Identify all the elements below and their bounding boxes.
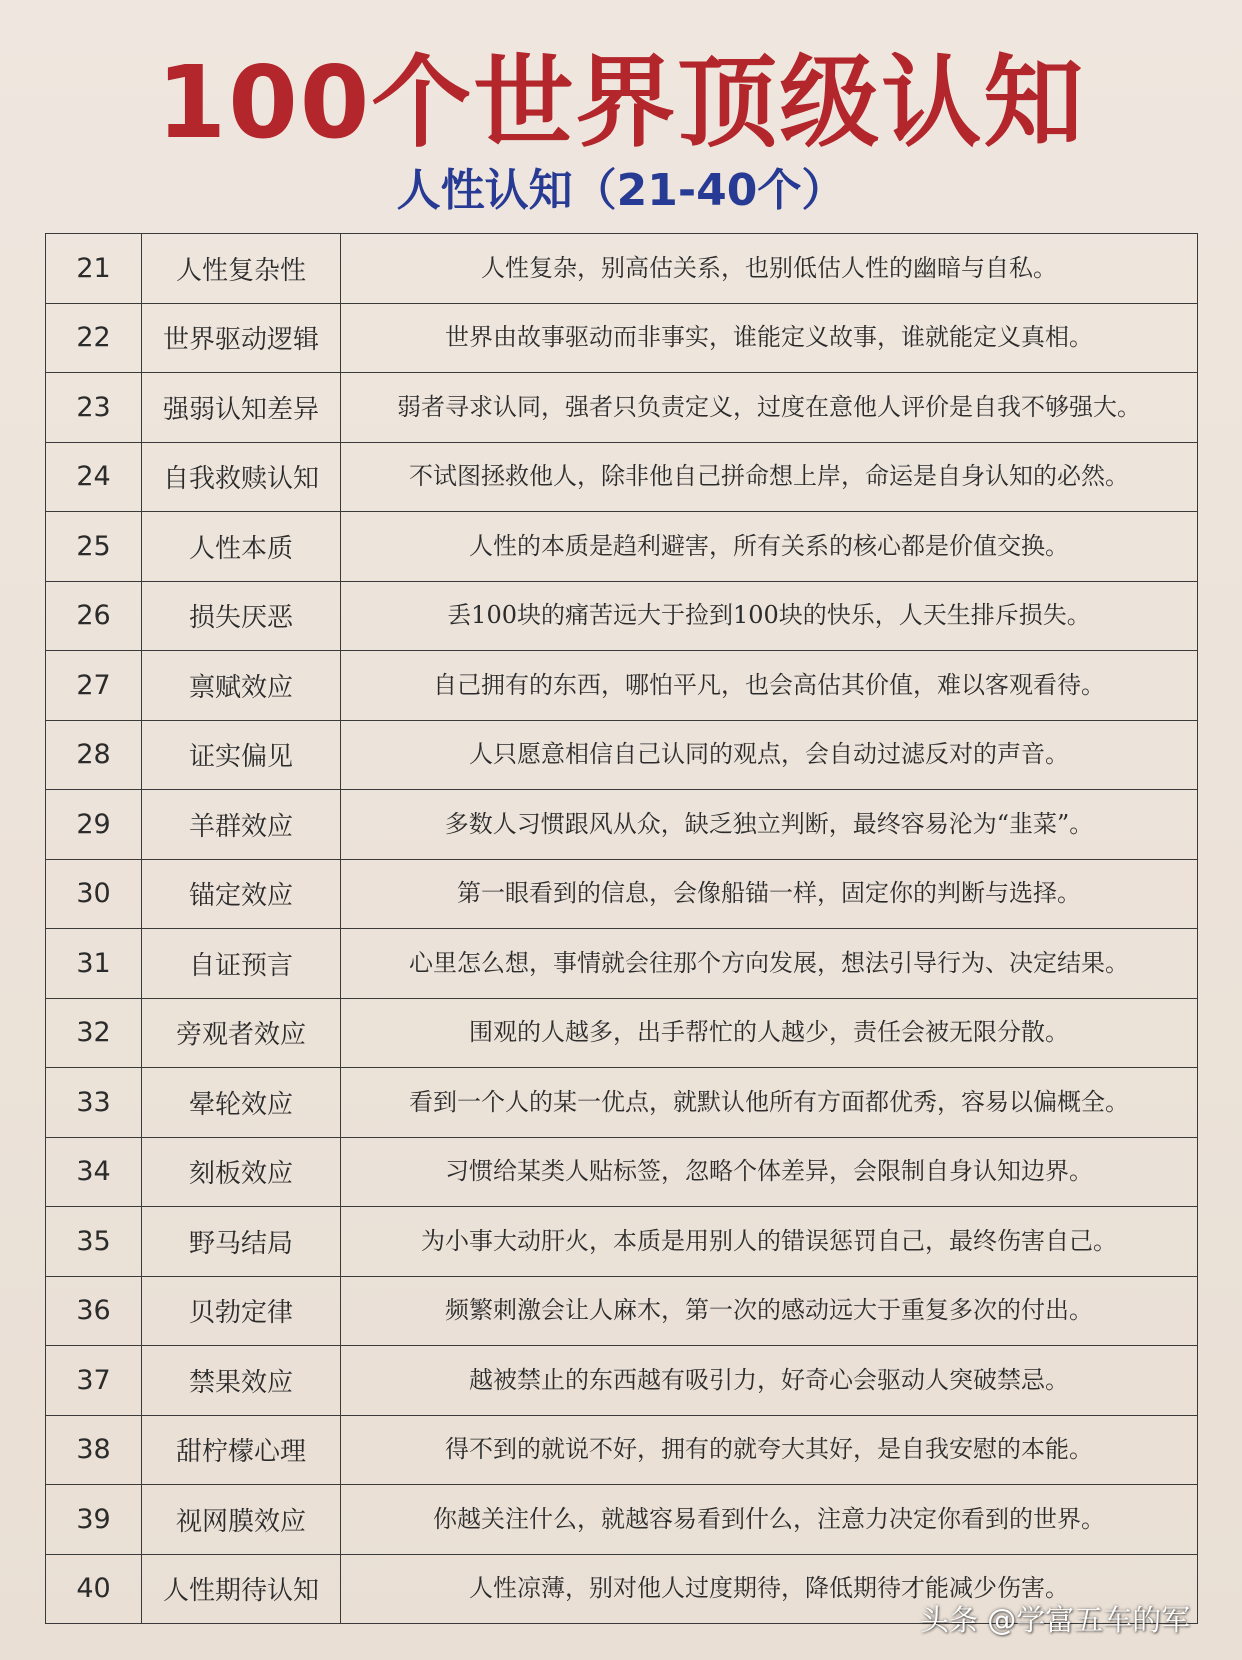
row-description: 越被禁止的东西越有吸引力，好奇心会驱动人突破禁忌。 — [341, 1346, 1198, 1416]
row-number: 30 — [46, 859, 142, 929]
row-description: 多数人习惯跟风从众，缺乏独立判断，最终容易沦为“韭菜”。 — [341, 790, 1198, 860]
table-row — [46, 929, 1198, 999]
table-row — [46, 512, 1198, 582]
page-subtitle: 人性认知（21-40个） — [396, 165, 846, 216]
row-description: 为小事大动肝火，本质是用别人的错误惩罚自己，最终伤害自己。 — [341, 1207, 1198, 1277]
page-title: 100个世界顶级认知 — [156, 44, 1086, 161]
row-description: 第一眼看到的信息，会像船锚一样，固定你的判断与选择。 — [341, 859, 1198, 929]
row-number: 38 — [46, 1415, 142, 1485]
row-number: 33 — [46, 1068, 142, 1138]
row-term: 贝勃定律 — [142, 1276, 341, 1346]
row-number: 40 — [46, 1554, 142, 1624]
cognition-table — [45, 233, 1198, 1624]
row-description: 丢100块的痛苦远大于捡到100块的快乐，人天生排斥损失。 — [341, 581, 1198, 651]
row-number: 32 — [46, 998, 142, 1068]
row-description: 看到一个人的某一优点，就默认他所有方面都优秀，容易以偏概全。 — [341, 1068, 1198, 1138]
table-row — [46, 651, 1198, 721]
row-description: 自己拥有的东西，哪怕平凡，也会高估其价值，难以客观看待。 — [341, 651, 1198, 721]
row-term: 视网膜效应 — [142, 1485, 341, 1555]
row-term: 禁果效应 — [142, 1346, 341, 1416]
table-row — [46, 1346, 1198, 1416]
row-description: 频繁刺激会让人麻木，第一次的感动远大于重复多次的付出。 — [341, 1276, 1198, 1346]
table-row — [46, 581, 1198, 651]
table-row — [46, 1137, 1198, 1207]
row-term: 野马结局 — [142, 1207, 341, 1277]
row-term: 强弱认知差异 — [142, 373, 341, 443]
row-number: 22 — [46, 303, 142, 373]
row-number: 25 — [46, 512, 142, 582]
row-term: 证实偏见 — [142, 720, 341, 790]
table-row — [46, 1068, 1198, 1138]
row-description: 人性的本质是趋利避害，所有关系的核心都是价值交换。 — [341, 512, 1198, 582]
row-description: 人只愿意相信自己认同的观点，会自动过滤反对的声音。 — [341, 720, 1198, 790]
row-description: 世界由故事驱动而非事实，谁能定义故事，谁就能定义真相。 — [341, 303, 1198, 373]
row-term: 刻板效应 — [142, 1137, 341, 1207]
row-description: 不试图拯救他人，除非他自己拼命想上岸，命运是自身认知的必然。 — [341, 442, 1198, 512]
table-row — [46, 1415, 1198, 1485]
row-term: 自证预言 — [142, 929, 341, 999]
row-number: 35 — [46, 1207, 142, 1277]
row-description: 围观的人越多，出手帮忙的人越少，责任会被无限分散。 — [341, 998, 1198, 1068]
row-term: 人性期待认知 — [142, 1554, 341, 1624]
row-description: 人性复杂，别高估关系，也别低估人性的幽暗与自私。 — [341, 234, 1198, 304]
row-number: 37 — [46, 1346, 142, 1416]
row-term: 损失厌恶 — [142, 581, 341, 651]
row-term: 甜柠檬心理 — [142, 1415, 341, 1485]
table-row — [46, 1485, 1198, 1555]
table-row — [46, 234, 1198, 304]
table-row — [46, 373, 1198, 443]
row-number: 26 — [46, 581, 142, 651]
table-row — [46, 720, 1198, 790]
row-description: 人性凉薄，别对他人过度期待，降低期待才能减少伤害。 — [341, 1554, 1198, 1624]
row-term: 自我救赎认知 — [142, 442, 341, 512]
table-row — [46, 859, 1198, 929]
row-number: 29 — [46, 790, 142, 860]
row-number: 39 — [46, 1485, 142, 1555]
table-row — [46, 1276, 1198, 1346]
row-term: 人性本质 — [142, 512, 341, 582]
table-row — [46, 1207, 1198, 1277]
row-term: 禀赋效应 — [142, 651, 341, 721]
row-term: 锚定效应 — [142, 859, 341, 929]
row-term: 羊群效应 — [142, 790, 341, 860]
row-description: 你越关注什么，就越容易看到什么，注意力决定你看到的世界。 — [341, 1485, 1198, 1555]
row-number: 27 — [46, 651, 142, 721]
table-row — [46, 303, 1198, 373]
table-row — [46, 790, 1198, 860]
row-number: 28 — [46, 720, 142, 790]
row-number: 36 — [46, 1276, 142, 1346]
row-term: 晕轮效应 — [142, 1068, 341, 1138]
table-row — [46, 998, 1198, 1068]
row-number: 24 — [46, 442, 142, 512]
watermark: 头条 @学富五车的军 — [920, 1603, 1191, 1637]
row-number: 23 — [46, 373, 142, 443]
row-description: 得不到的就说不好，拥有的就夸大其好，是自我安慰的本能。 — [341, 1415, 1198, 1485]
row-term: 世界驱动逻辑 — [142, 303, 341, 373]
row-description: 心里怎么想，事情就会往那个方向发展，想法引导行为、决定结果。 — [341, 929, 1198, 999]
table-row — [46, 442, 1198, 512]
row-term: 人性复杂性 — [142, 234, 341, 304]
row-description: 弱者寻求认同，强者只负责定义，过度在意他人评价是自我不够强大。 — [341, 373, 1198, 443]
row-description: 习惯给某类人贴标签，忽略个体差异，会限制自身认知边界。 — [341, 1137, 1198, 1207]
row-number: 31 — [46, 929, 142, 999]
row-number: 21 — [46, 234, 142, 304]
row-number: 34 — [46, 1137, 142, 1207]
row-term: 旁观者效应 — [142, 998, 341, 1068]
